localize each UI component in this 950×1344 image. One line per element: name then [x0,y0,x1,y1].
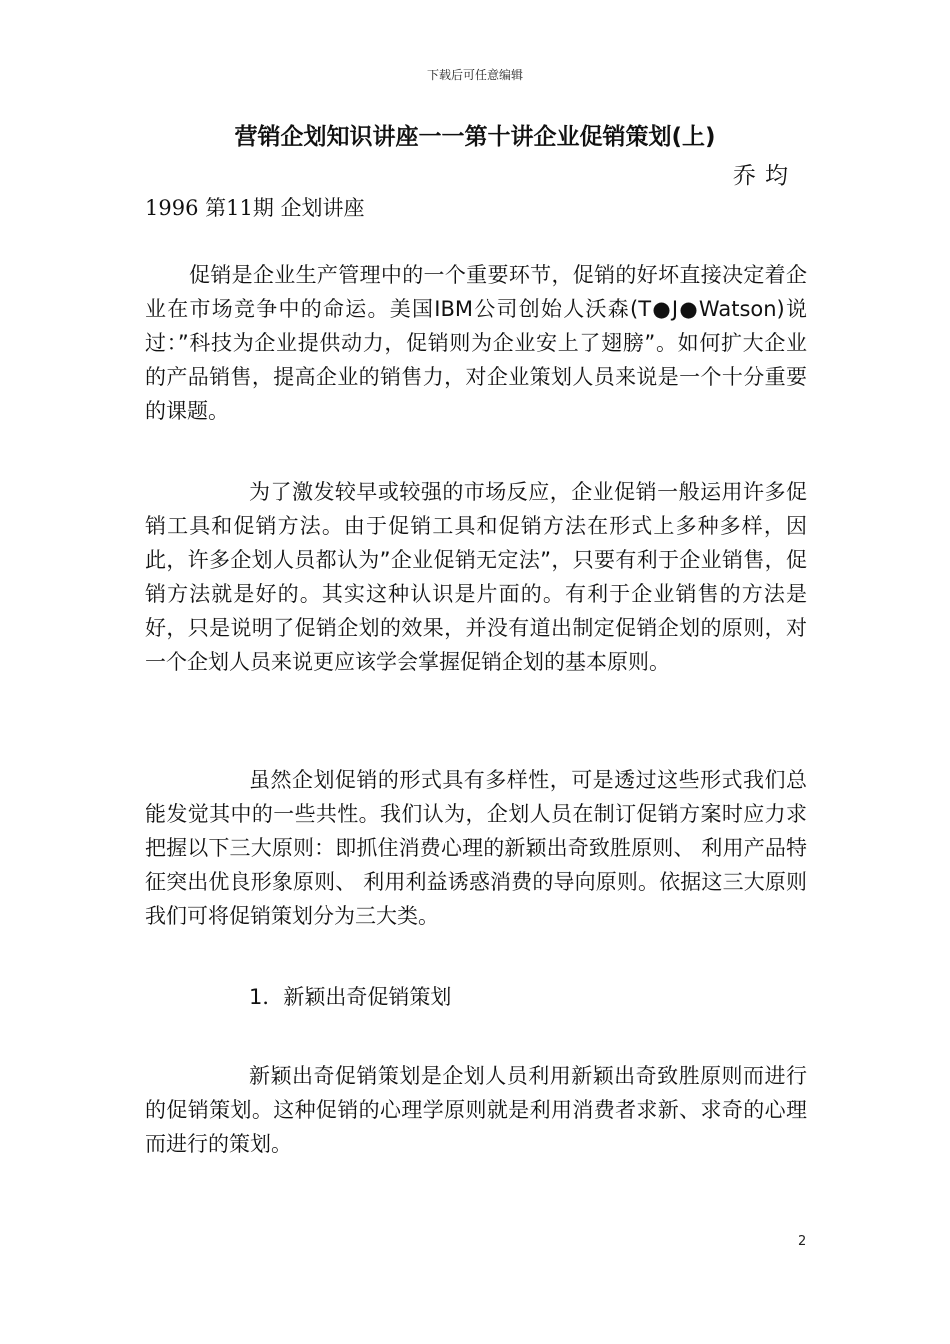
page-header: 下载后可任意编辑 [426,68,523,82]
publication-info: 1996 第11期 企划讲座 [145,196,365,220]
page-number: 2 [798,1234,807,1249]
paragraph-three-principles: 虽然企划促销的形式具有多样性，可是透过这些形式我们总能发觉其中的一些共性。我们认为，企划人员在制订促销方案时应力求把握以下三大原则：即抓住消费心理的新颖出奇致胜原则、 利用产品特征突出优良形象原则、 利用利益诱惑消费的导向原则。依据这三大原则我们可将促销策划分为三大类。 [145,768,807,928]
paragraph-novelty-promotion: 新颖出奇促销策划是企划人员利用新颖出奇致胜原则而进行的促销策划。这种促销的心理学原则就是利用消费者求新、求奇的心理而进行的策划。 [145,1064,807,1156]
document-title: 营销企划知识讲座一一第十讲企业促销策划(上) [234,124,716,150]
section-heading: 1．新颖出奇促销策划 [249,985,452,1009]
author-name: 乔均 [733,163,797,189]
paragraph-promotion-methods: 为了激发较早或较强的市场反应，企业促销一般运用许多促销工具和促销方法。由于促销工具和促销方法在形式上多种多样，因此，许多企划人员都认为”企业促销无定法”，只要有利于企业销售，促销方法就是好的。其实这种认识是片面的。有利于企业销售的方法是好，只是说明了促销企划的效果，并没有道出制定促销企划的原则，对一个企划人员来说更应该学会掌握促销企划的基本原则。 [145,480,807,674]
paragraph-intro: 促销是企业生产管理中的一个重要环节，促销的好坏直接决定着企业在市场竞争中的命运。美国IBM公司创始人沃森(T●J●Watson)说过：”科技为企业提供动力，促销则为企业安上了翅膀”。如何扩大企业的产品销售，提高企业的销售力，对企业策划人员来说是一个十分重要的课题。 [145,263,807,423]
